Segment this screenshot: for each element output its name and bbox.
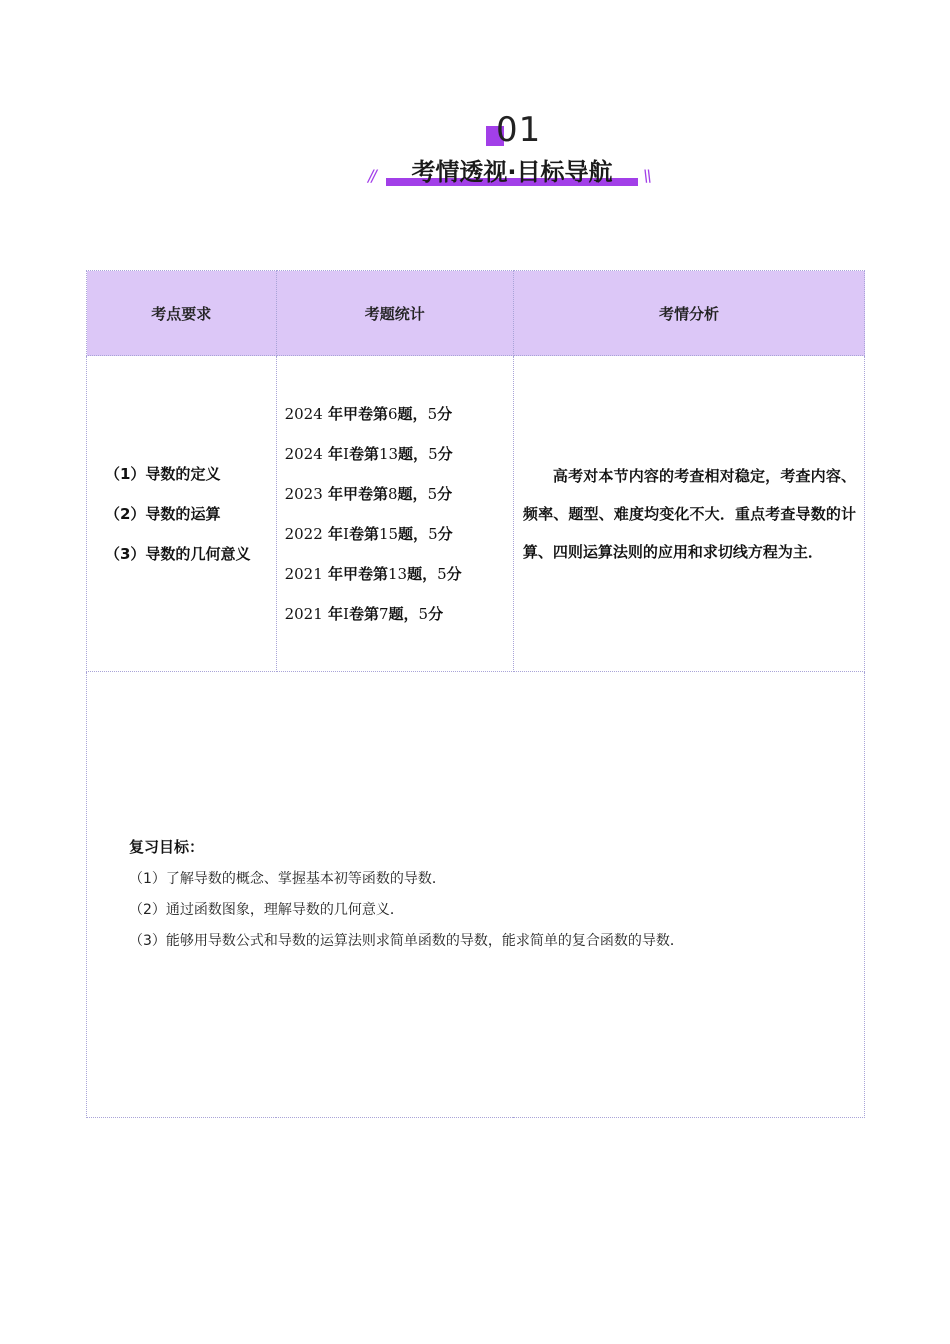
header-cell-stats: 考题统计 bbox=[276, 271, 513, 356]
stat-item: 2023 年甲卷第8题，5分 bbox=[284, 484, 453, 503]
point-item: （1）导数的定义 bbox=[105, 464, 221, 483]
section-number: 01 bbox=[496, 110, 542, 150]
left-slash-decoration: // bbox=[368, 166, 375, 185]
points-cell bbox=[87, 356, 277, 672]
stat-item: 2021 年甲卷第13题，5分 bbox=[284, 564, 462, 583]
header-cell-points: 考点要求 bbox=[87, 271, 277, 356]
goal-item: （1）了解导数的概念、掌握基本初等函数的导数． bbox=[129, 871, 446, 887]
right-slash-decoration: \\ bbox=[643, 166, 650, 185]
stat-item: 2024 年I卷第13题，5分 bbox=[284, 444, 453, 463]
stat-item: 2021 年I卷第7题，5分 bbox=[284, 604, 444, 623]
point-item: （3）导数的几何意义 bbox=[105, 544, 251, 563]
stats-cell bbox=[276, 356, 513, 672]
stat-item: 2024 年甲卷第6题，5分 bbox=[284, 404, 453, 423]
goals-title: 复习目标： bbox=[129, 838, 205, 856]
section-title: 考情透视·目标导航 bbox=[411, 158, 613, 186]
goal-item: （2）通过函数图象，理解导数的几何意义． bbox=[129, 902, 404, 918]
section-header bbox=[0, 108, 950, 198]
point-item: （2）导数的运算 bbox=[105, 504, 221, 523]
goal-item: （3）能够用导数公式和导数的运算法则求简单函数的导数，能求简单的复合函数的导数． bbox=[129, 933, 684, 949]
stat-item: 2022 年I卷第15题，5分 bbox=[284, 524, 453, 543]
header-cell-analysis: 考情分析 bbox=[513, 271, 864, 356]
exam-info-table bbox=[86, 270, 865, 1118]
goals-cell bbox=[87, 672, 865, 1118]
analysis-cell: 高考对本节内容的考查相对稳定，考查内容、频率、题型、难度均变化不大．重点考查导数的计算、四则运算法则的应用和求切线方程为主． bbox=[513, 356, 864, 672]
